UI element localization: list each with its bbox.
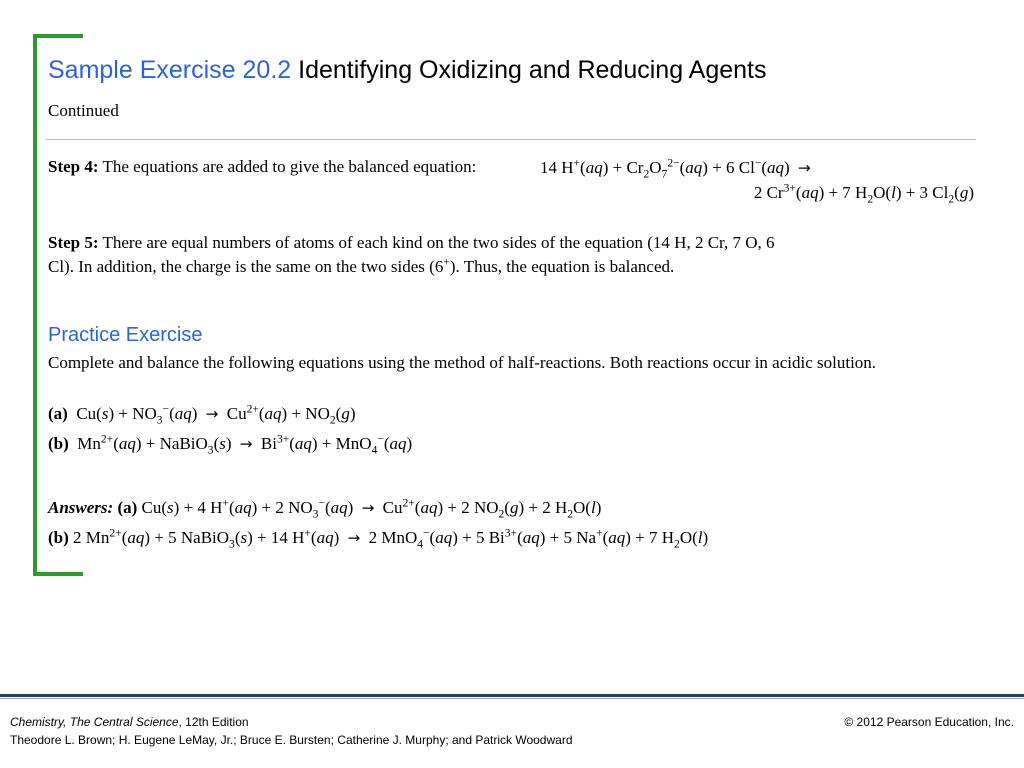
- reaction-arrow-icon: →: [347, 529, 361, 547]
- step-4-equation-line-1: 14 $H^+(aq) + Cr_2O_7^{2-}(aq) + 6$ Cl−(aq) →: [540, 158, 815, 178]
- practice-equation-a: (a) $Cu(s) + NO_3^-(aq) \to Cu^{2+}(aq) + NO_2(g)$: [48, 402, 356, 427]
- divider: [46, 139, 976, 140]
- reaction-arrow-icon: →: [797, 159, 811, 177]
- continued-label: Continued: [48, 101, 119, 120]
- reaction-arrow-icon: →: [361, 499, 375, 517]
- footer-divider: [0, 694, 1024, 697]
- footer-copyright: © 2012 Pearson Education, Inc.: [844, 715, 1014, 729]
- slide-title: [48, 56, 767, 85]
- answer-a: Answers: (a) Cu(s) + 4 H+(aq) + 2 $NO_3^-(aq) \to Cu^{2+}(aq) + 2$ $NO_2(g) + 2$ $H_2O(l)$: [48, 496, 602, 521]
- exercise-name: Identifying Oxidizing and Reducing Agents: [298, 56, 767, 84]
- exercise-number: Sample Exercise 20.2: [48, 56, 292, 84]
- footer-book-title: Chemistry, The Central Science, 12th Edition: [10, 715, 249, 729]
- practice-heading: Practice Exercise: [48, 324, 203, 346]
- practice-equation-b: (b) $Mn^{2+}(aq)$ + NaBiO$_3$(s) → $Bi^{3+}(aq) + MnO_4^-(aq)$: [48, 432, 413, 457]
- reaction-arrow-icon: →: [239, 435, 253, 453]
- step-4: [48, 155, 488, 178]
- step-5: Step 5: There are equal numbers of atoms of each kind on the two sides of the equation (14 H, 2 Cr, 7 O, 6 Cl). In addition, the charge is the same on the two sides (6+). Thus, the equation is balanced.: [48, 233, 775, 276]
- footer-divider-thin: [0, 698, 1024, 699]
- footer-authors: Theodore L. Brown; H. Eugene LeMay, Jr.; Bruce E. Bursten; Catherine J. Murphy; and Patrick Woodward: [10, 733, 573, 747]
- reaction-arrow-icon: →: [205, 405, 219, 423]
- step-4-equation-line-2: 2 $Cr^{3+}(aq) + 7$ $H_2O(l) + 3$ $Cl_2(g)$: [753, 181, 974, 206]
- step-4-text: The equations are added to give the balanced equation:: [102, 157, 477, 176]
- answer-b: (b) 2 $Mn^{2+}(aq) + 5$ NaBiO$_3$(s) + 14 H+(aq) → 2 MnO$_4$−(aq) + 5 $Bi^{3+}(aq) + 5$ Na+(aq) + 7 $H_2O(l)$: [48, 526, 709, 551]
- practice-text: Complete and balance the following equations using the method of half-reactions. Both reactions occur in acidic solution.: [48, 353, 877, 372]
- step-4-label: Step 4:: [48, 157, 99, 176]
- step-5-label: Step 5:: [48, 233, 99, 252]
